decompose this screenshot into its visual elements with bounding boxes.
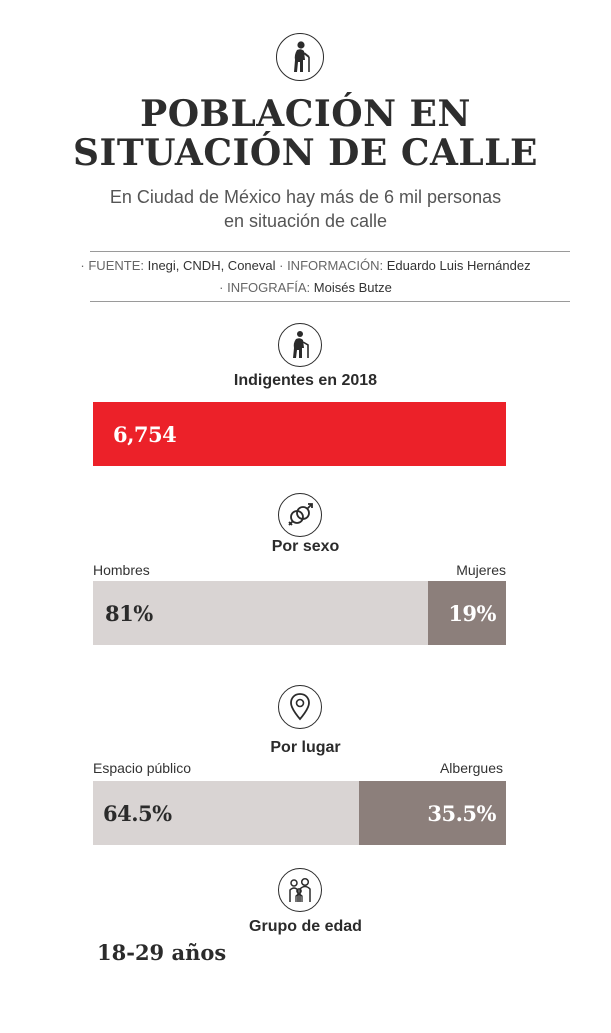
- section-label-lugar: Por lugar: [270, 739, 341, 756]
- divider-top: [90, 251, 570, 252]
- bar-indigentes: [93, 402, 506, 466]
- legend-hombres: Hombres: [93, 562, 150, 578]
- page-title-line2: SITUACIÓN DE CALLE: [73, 132, 538, 174]
- section-label-sexo: Por sexo: [271, 538, 340, 555]
- fuente-value: Inegi, CNDH, Coneval: [147, 258, 276, 273]
- age-group-label: 18-29 años: [97, 940, 227, 965]
- bar-value-label-indigentes: 6,754: [113, 421, 177, 447]
- bar-value-label-mujeres: 19%: [448, 600, 496, 626]
- bar-value-label-espacio-publico: 64.5%: [103, 800, 172, 826]
- credits-line2: [0, 277, 611, 299]
- location-pin-icon: [278, 685, 322, 729]
- subtitle-line1: En Ciudad de México hay más de 6 mil personas: [109, 187, 502, 207]
- stacked-bar-sexo: [93, 581, 506, 645]
- info-label: · INFORMACIÓN:: [279, 258, 384, 273]
- bar-value-label-albergues: 35.5%: [427, 800, 496, 826]
- legend-mujeres: Mujeres: [456, 562, 506, 578]
- page-title-line1: POBLACIÓN EN: [140, 93, 471, 135]
- subtitle-line2: en situación de calle: [223, 211, 388, 231]
- elderly-person-icon: [276, 33, 324, 81]
- divider-bottom: [90, 301, 570, 302]
- infografia-label: · INFOGRAFÍA:: [219, 280, 311, 295]
- bar-segment-espacio-publico: [93, 781, 359, 845]
- bar-segment-albergues: [359, 781, 506, 845]
- legend-espacio-publico: Espacio público: [93, 760, 192, 776]
- person-with-cane-icon: [278, 323, 322, 367]
- legend-albergues: Albergues: [439, 760, 503, 776]
- bar-chart-indigentes: [93, 402, 506, 466]
- credits-line1: [0, 255, 611, 277]
- family-group-icon: [278, 868, 322, 912]
- section-label-indigentes: Indigentes en 2018: [233, 372, 378, 389]
- fuente-label: · FUENTE:: [80, 258, 144, 273]
- info-value: Eduardo Luis Hernández: [386, 258, 531, 273]
- section-label-edad: Grupo de edad: [249, 918, 362, 935]
- bar-segment-mujeres: [428, 581, 506, 645]
- gender-symbols-icon: [278, 493, 322, 537]
- bar-value-label-hombres: 81%: [105, 600, 153, 626]
- bar-segment-hombres: [93, 581, 428, 645]
- infografia-value: Moisés Butze: [313, 280, 392, 295]
- stacked-bar-lugar: [93, 781, 506, 845]
